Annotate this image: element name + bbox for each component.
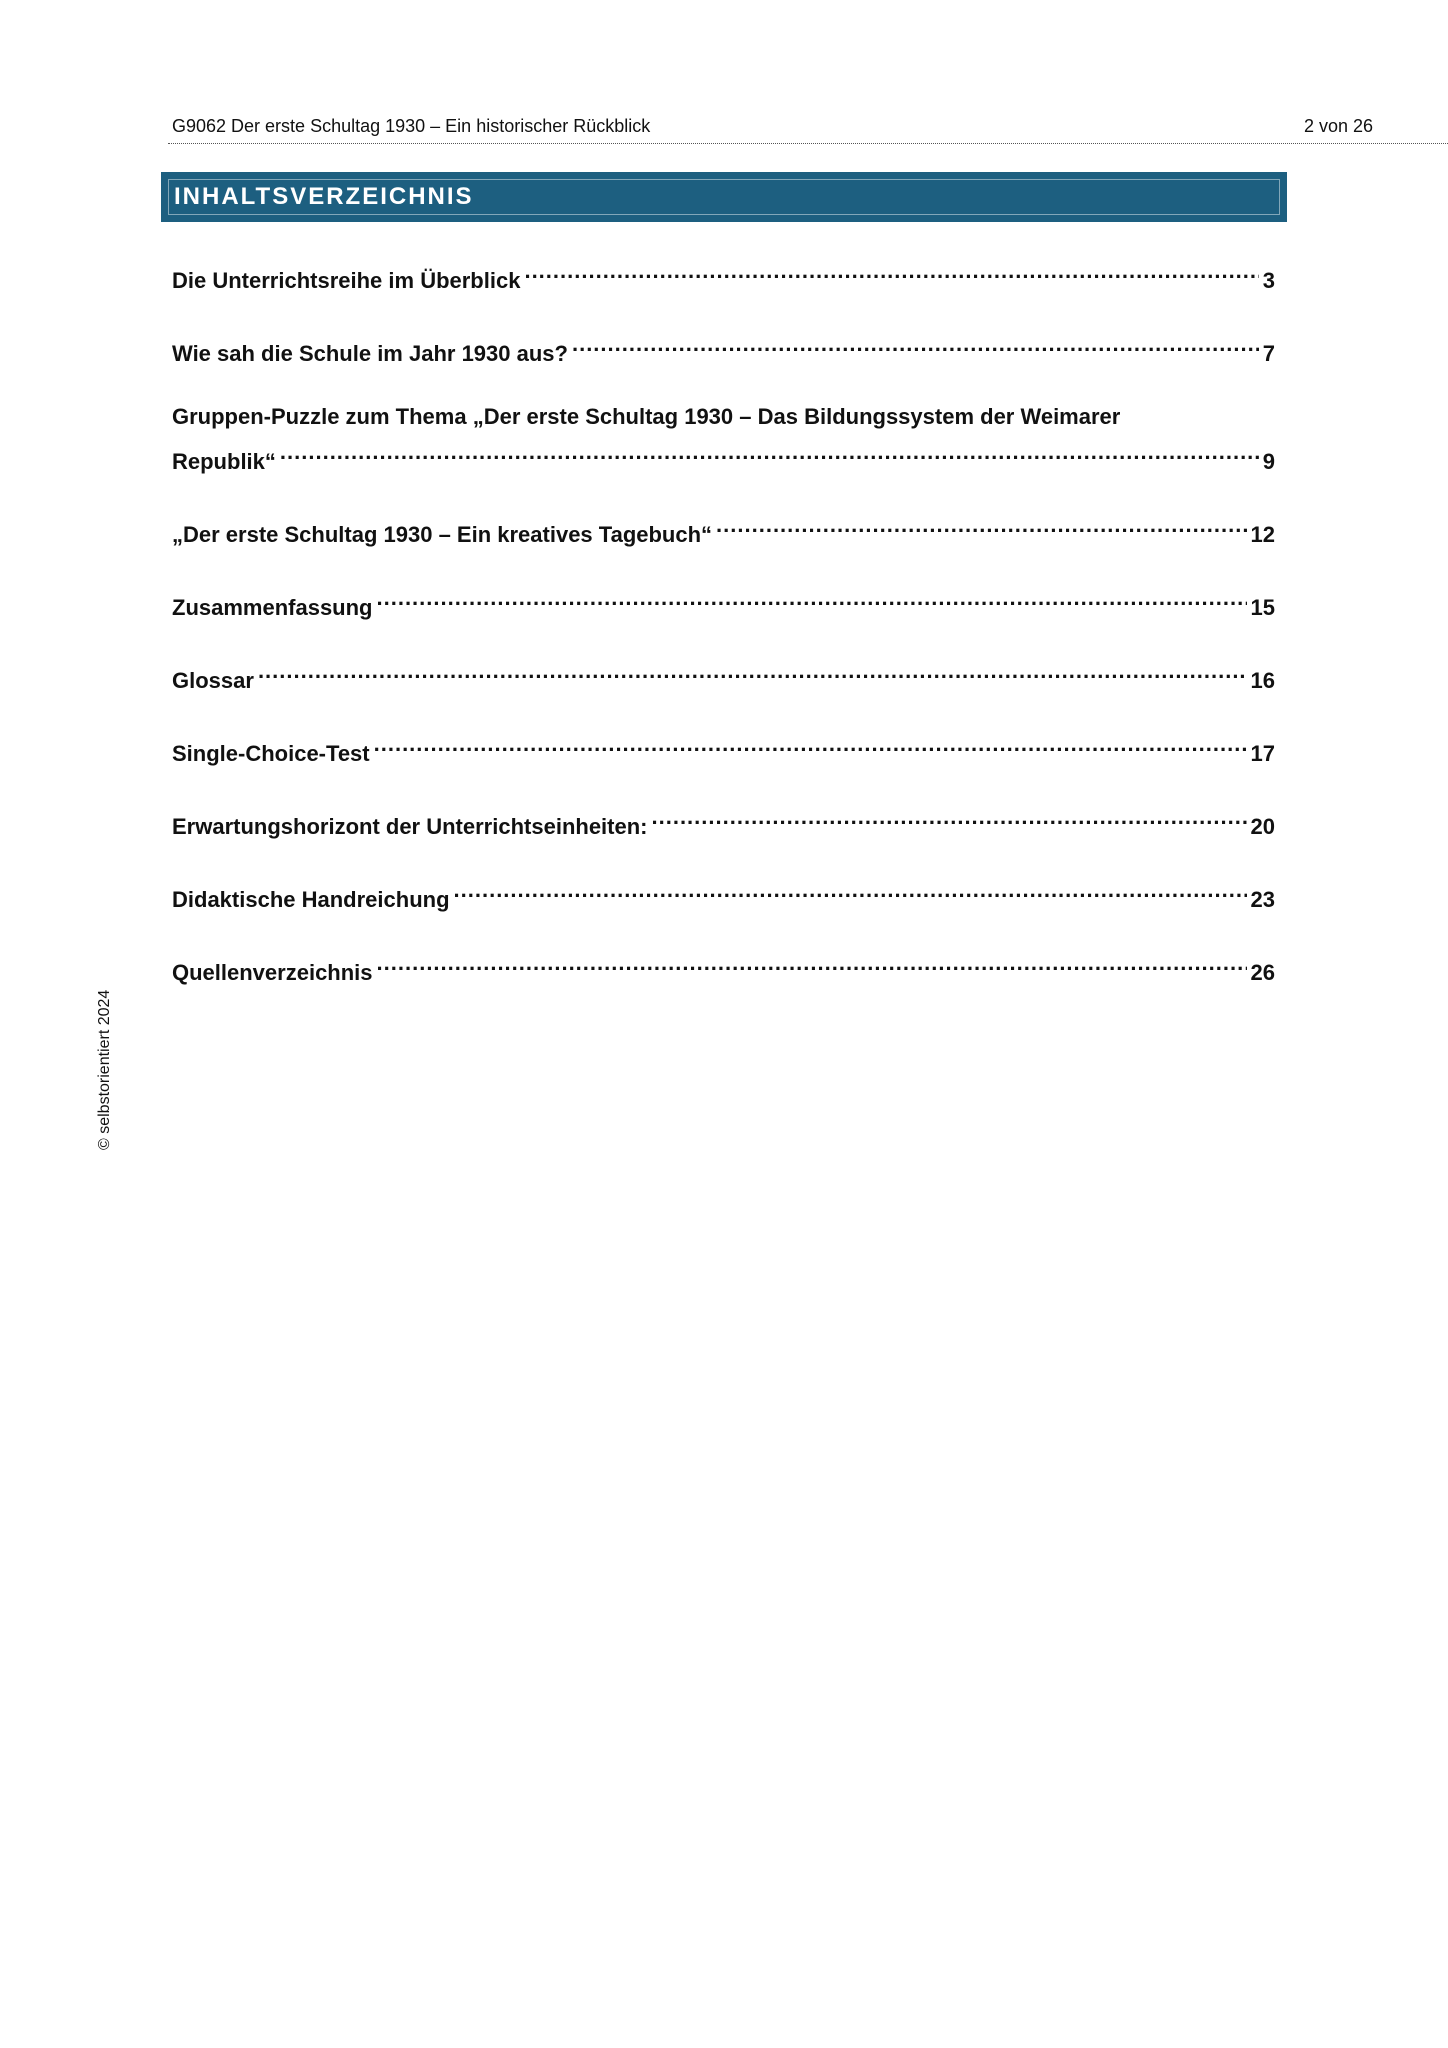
page-number: 2 von 26 [1304, 116, 1374, 136]
toc-leader-dots [377, 580, 1247, 615]
toc-entry-line [172, 253, 1275, 298]
toc-leader-dots [524, 253, 1258, 288]
copyright-notice: © selbstorientiert 2024 [96, 989, 113, 1150]
toc-entry-title: Republik“ [172, 449, 276, 474]
toc-entry-line [172, 799, 1275, 844]
toc-entry-page: 3 [1262, 268, 1275, 293]
toc-leader-dots [454, 872, 1247, 907]
document-title: G9062 Der erste Schultag 1930 – Ein historischer Rückblick [172, 116, 651, 136]
toc-leader-dots [377, 945, 1247, 980]
toc-leader-dots [572, 326, 1259, 361]
toc-entry-page: 12 [1250, 522, 1275, 547]
toc-entry[interactable] [172, 326, 1275, 371]
toc-entry-line [172, 872, 1275, 917]
toc-entry-line [172, 507, 1275, 552]
toc-entry-page: 16 [1250, 668, 1275, 693]
toc-entry-page: 9 [1262, 449, 1275, 474]
table-of-contents [172, 253, 1275, 1018]
toc-leader-dots [716, 507, 1246, 542]
toc-entry-title: Didaktische Handreichung [172, 887, 450, 912]
toc-entry-line [172, 653, 1275, 698]
toc-leader-dots [258, 653, 1247, 688]
toc-entry[interactable] [172, 726, 1275, 771]
toc-leader-dots [374, 726, 1247, 761]
toc-entry-line [172, 326, 1275, 371]
page-header [168, 113, 1448, 144]
toc-heading-banner [161, 172, 1287, 222]
toc-entry-page: 20 [1250, 814, 1275, 839]
toc-leader-dots [280, 434, 1259, 469]
toc-entry-line [172, 580, 1275, 625]
toc-entry[interactable] [172, 253, 1275, 298]
toc-entry-title: Quellenverzeichnis [172, 960, 373, 985]
toc-entry-line [172, 726, 1275, 771]
toc-entry-line [172, 434, 1275, 479]
toc-entry-page: 15 [1250, 595, 1275, 620]
toc-entry-title: Zusammenfassung [172, 595, 373, 620]
toc-entry-line [172, 945, 1275, 990]
toc-entry-title-line1: Gruppen-Puzzle zum Thema „Der erste Schultag 1930 – Das Bildungssystem der Weimarer [172, 404, 1121, 429]
toc-entry-page: 7 [1262, 341, 1275, 366]
toc-entry[interactable] [172, 945, 1275, 990]
toc-entry[interactable] [172, 799, 1275, 844]
toc-entry-title: Glossar [172, 668, 254, 693]
toc-entry-page: 23 [1250, 887, 1275, 912]
toc-entry-title: Wie sah die Schule im Jahr 1930 aus? [172, 341, 568, 366]
toc-entry[interactable] [172, 872, 1275, 917]
toc-entry-title: „Der erste Schultag 1930 – Ein kreatives Tagebuch“ [172, 522, 713, 547]
toc-entry[interactable] [172, 399, 1275, 479]
toc-entry-page: 26 [1250, 960, 1275, 985]
toc-entry[interactable] [172, 653, 1275, 698]
toc-entry[interactable] [172, 507, 1275, 552]
toc-entry-page: 17 [1250, 741, 1275, 766]
toc-entry-title: Single-Choice-Test [172, 741, 370, 766]
toc-entry-title: Erwartungshorizont der Unterrichtseinheiten: [172, 814, 648, 839]
toc-leader-dots [652, 799, 1247, 834]
toc-entry-title: Die Unterrichtsreihe im Überblick [172, 268, 521, 293]
toc-heading: INHALTSVERZEICHNIS [174, 183, 474, 210]
toc-entry[interactable] [172, 580, 1275, 625]
